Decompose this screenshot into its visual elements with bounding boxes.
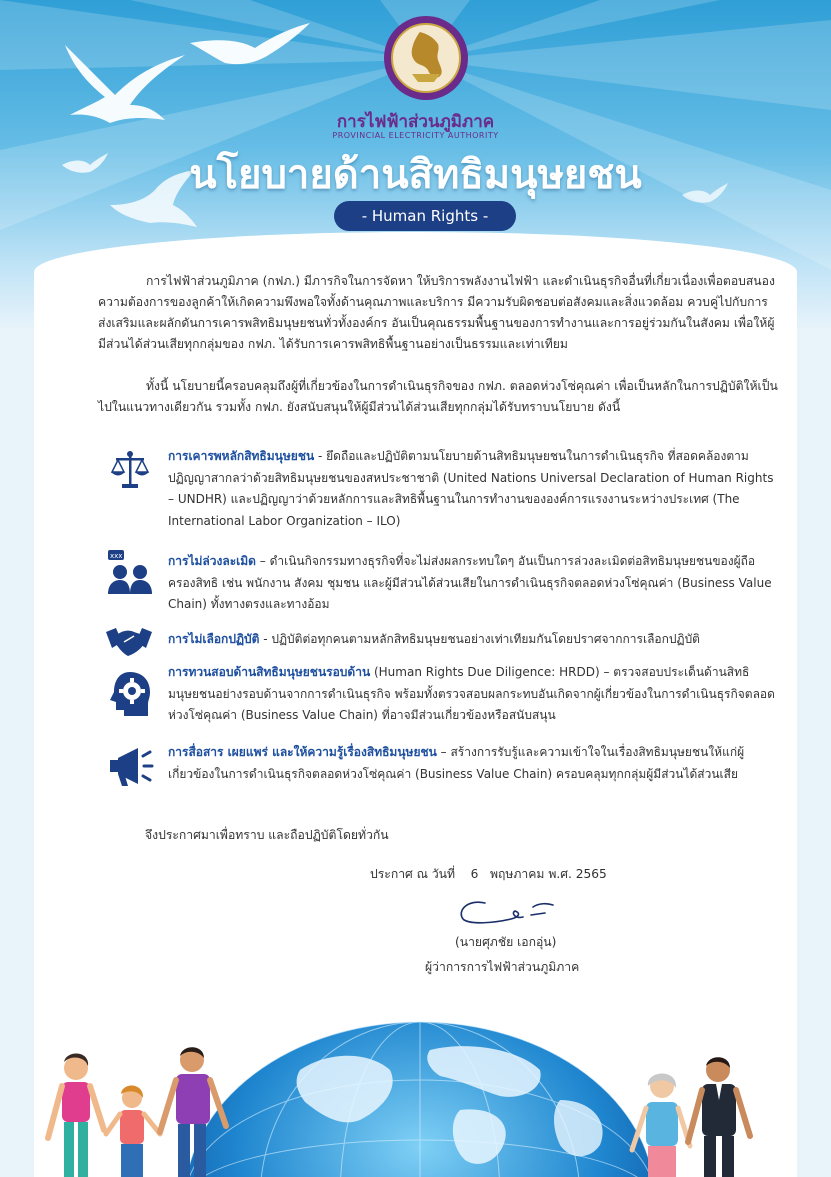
policy-item-due-diligence (168, 662, 780, 727)
policy-item-non-violation (168, 551, 780, 616)
head-gear-icon (108, 670, 152, 714)
scales-icon (108, 448, 152, 492)
dove-icon (185, 18, 315, 78)
org-name-th: การไฟฟ้าส่วนภูมิภาค (336, 112, 495, 132)
people-speech-icon (106, 548, 150, 592)
policy-item-body: (Human Rights Due Diligence: HRDD) – ตรวจสอบประเด็นด้านสิทธิมนุษยชนอย่างรอบด้านจากการดำเนินธุรกิจ พร้อมทั้งตรวจสอบผลกระทบอันเกิดจากผู้เกี่ยวข้องในการดำเนินธุรกิจตลอดห่วงโซ่คุณค่า (Business Value Chain) ที่อาจมีส่วนเกี่ยวข้องหรือสนับสนุน (168, 665, 775, 722)
signature-image (455, 893, 565, 933)
date-prefix: ประกาศ ณ วันที่ (370, 867, 456, 881)
handshake-icon (104, 620, 148, 664)
intro-paragraph-2: ทั้งนี้ นโยบายนี้ครอบคลุมถึงผู้ที่เกี่ยวข้องในการดำเนินธุรกิจของ กฟภ. ตลอดห่วงโซ่คุณค่า เพื่อเป็นหลักในการปฏิบัติให้เป็นไปในแนวทางเดียวกัน รวมทั้ง กฟภ. ยังสนับสนุนให้ผู้มีส่วนได้ส่วนเสียทุกกลุ่มได้รับทราบนโยบาย ดังนี้ (98, 379, 778, 414)
date-month-year: พฤษภาคม พ.ศ. 2565 (489, 867, 607, 881)
footer-illustration (0, 1010, 831, 1177)
policy-item-body: - ยึดถือและปฏิบัติตามนโยบายด้านสิทธิมนุษยชนในการดำเนินธุรกิจ ที่สอดคล้องตามปฏิญญาสากลว่าด้วยสิทธิมนุษยชนของสหประชาชาติ (United Nations Universal Declaration of Human Rights – UNDHR) และปฏิญญาว่าด้วยหลักการและสิทธิพื้นฐานในการทำงานขององค์การแรงงานระหว่างประเทศ (The International Labor Organization – ILO) (168, 449, 774, 528)
person-figure (106, 1085, 160, 1177)
policy-item-title: การไม่ล่วงละเมิด (168, 554, 256, 568)
policy-item-body: – ดำเนินกิจกรรมทางธุรกิจที่จะไม่ส่งผลกระทบใดๆ อันเป็นการล่วงละเมิดต่อสิทธิมนุษยชนของผู้ถือครองสิทธิ เช่น พนักงาน สังคม ชุมชน และผู้มีส่วนได้ส่วนเสียในการดำเนินธุรกิจตลอดห่วงโซ่คุณค่า (Business Value Chain) ทั้งทางตรงและทางอ้อม (168, 554, 772, 611)
subtitle-badge: - Human Rights - (334, 201, 516, 231)
policy-item-communication (168, 742, 780, 785)
page-title: นโยบายด้านสิทธิมนุษยชน (189, 152, 642, 198)
megaphone-icon (108, 744, 152, 788)
date-day: 6 (470, 867, 479, 881)
policy-item-body: - ปฏิบัติต่อทุกคนตามหลักสิทธิมนุษยชนอย่างเท่าเทียมกันโดยปราศจากการเลือกปฏิบัติ (259, 632, 700, 646)
signer-title: ผู้ว่าการการไฟฟ้าส่วนภูมิภาค (425, 960, 580, 974)
globe-icon (185, 1022, 655, 1177)
policy-item-title: การเคารพหลักสิทธิมนุษยชน (168, 449, 315, 463)
announcement-date (370, 865, 607, 884)
intro-paragraph-1: การไฟฟ้าส่วนภูมิภาค (กฟภ.) มีภารกิจในการจัดหา ให้บริการพลังงานไฟฟ้า และดำเนินธุรกิจอื่นที่เกี่ยวเนื่องเพื่อตอบสนองความต้องการของลูกค้าให้เกิดความพึงพอใจทั้งด้านคุณภาพและบริการ มีความรับผิดชอบต่อสังคมและสิ่งแวดล้อม ควบคู่ไปกับการส่งเสริมและผลักดันการเคารพสิทธิมนุษยชนทั่วทั้งองค์กร อันเป็นคุณธรรมพื้นฐานของการทำงานและการอยู่ร่วมกันในสังคม เพื่อให้ผู้มีส่วนได้ส่วนเสียทุกกลุ่มของ กฟภ. ได้รับการเคารพสิทธิพื้นฐานอย่างเป็นธรรมและเท่าเทียม (98, 274, 775, 351)
policy-item-body: – สร้างการรับรู้และความเข้าใจในเรื่องสิทธิมนุษยชนให้แก่ผู้เกี่ยวข้องในการดำเนินธุรกิจตลอดห่วงโซ่คุณค่า (Business Value Chain) ครอบคลุมทุกกลุ่มผู้มีส่วนได้ส่วนเสีย (168, 745, 745, 781)
person-figure (688, 1057, 750, 1177)
org-name-en: PROVINCIAL ELECTRICITY AUTHORITY (332, 131, 499, 140)
policy-item-title: การไม่เลือกปฏิบัติ (168, 632, 260, 646)
announcement-text: จึงประกาศมาเพื่อทราบ และถือปฏิบัติโดยทั่วกัน (145, 828, 389, 842)
pea-logo (382, 14, 470, 102)
signer-name: (นายศุภชัย เอกอุ่น) (455, 935, 557, 949)
policy-item-title: การทวนสอบด้านสิทธิมนุษยชนรอบด้าน (168, 665, 371, 679)
person-figure (48, 1053, 104, 1177)
policy-item-title: การสื่อสาร เผยแพร่ และให้ความรู้เรื่องสิทธิมนุษยชน (168, 745, 437, 759)
policy-item-non-discrimination (168, 629, 780, 651)
svg-text:xxx: xxx (110, 552, 123, 560)
policy-item-respect (168, 446, 780, 532)
